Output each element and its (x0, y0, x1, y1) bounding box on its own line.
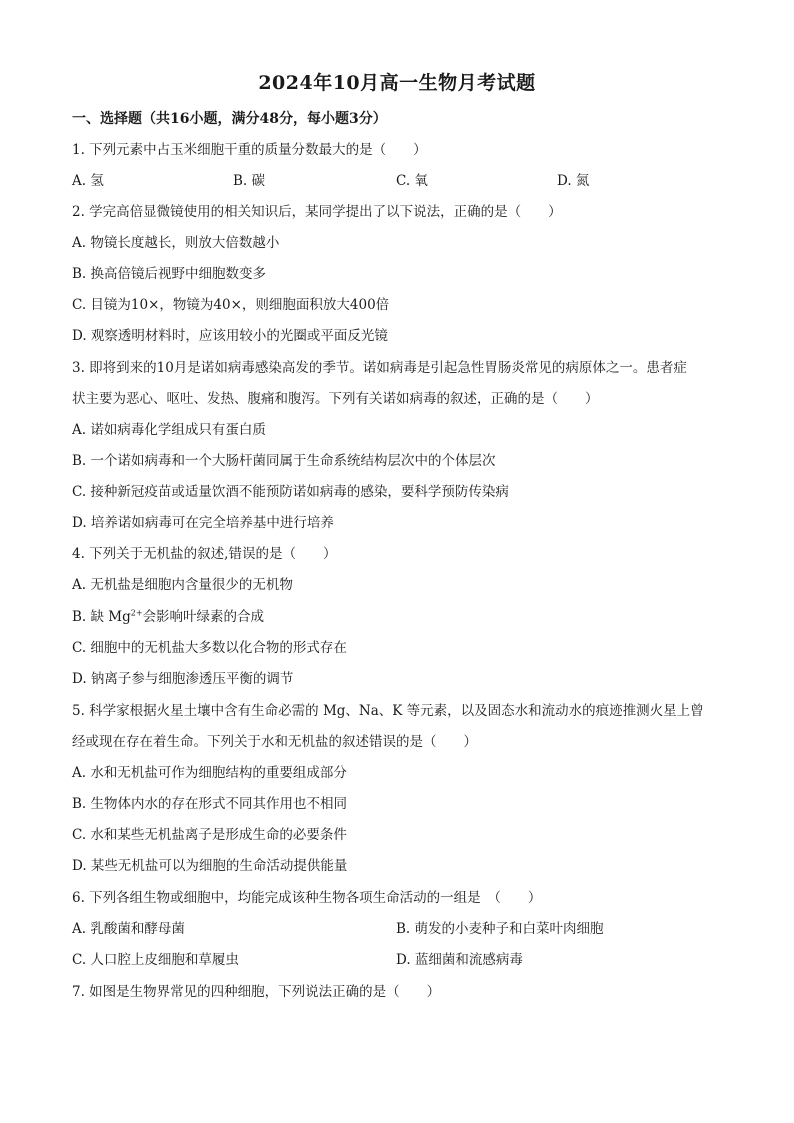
question-1-option-b: B. 碳 (233, 173, 266, 189)
question-3-option-b: B. 一个诺如病毒和一个大肠杆菌同属于生命系统结构层次中的个体层次 (72, 453, 496, 469)
question-6-option-a: A. 乳酸菌和酵母菌 (72, 921, 185, 937)
option-b-suffix: 会影响叶绿素的合成 (142, 609, 265, 625)
question-5-stem-line-2: 经或现在存在着生命。下列关于水和无机盐的叙述错误的是（ ） (72, 734, 477, 750)
question-5-option-d: D. 某些无机盐可以为细胞的生命活动提供能量 (72, 858, 348, 874)
question-4-option-d: D. 钠离子参与细胞渗透压平衡的调节 (72, 671, 294, 687)
question-1-option-c: C. 氧 (396, 173, 428, 189)
page-title: 2024年10月高一生物月考试题 (258, 72, 536, 94)
question-1-option-a: A. 氢 (72, 173, 104, 189)
question-4-option-b (72, 608, 264, 626)
question-5-option-b: B. 生物体内水的存在形式不同其作用也不相同 (72, 796, 348, 812)
question-3-option-c: C. 接种新冠疫苗或适量饮酒不能预防诺如病毒的感染，要科学预防传染病 (72, 484, 509, 500)
question-2-option-a: A. 物镜长度越长，则放大倍数越小 (72, 235, 280, 251)
question-4-option-c: C. 细胞中的无机盐大多数以化合物的形式存在 (72, 640, 347, 656)
question-4-option-a: A. 无机盐是细胞内含量很少的无机物 (72, 577, 293, 593)
question-3-option-d: D. 培养诺如病毒可在完全培养基中进行培养 (72, 515, 334, 531)
question-6-option-b: B. 萌发的小麦种子和白菜叶肉细胞 (396, 921, 604, 937)
question-2-stem: 2. 学完高倍显微镜使用的相关知识后，某同学提出了以下说法，正确的是（ ） (72, 204, 562, 220)
question-6-option-d: D. 蓝细菌和流感病毒 (396, 952, 523, 968)
question-5-stem-line-1: 5. 科学家根据火星土壤中含有生命必需的 Mg、Na、K 等元素，以及固态水和流动水的痕迹推测火星上曾 (72, 703, 704, 719)
ion-charge-superscript: 2+ (130, 608, 143, 618)
question-3-stem-line-1: 3. 即将到来的10月是诺如病毒感染高发的季节。诺如病毒是引起急性胃肠炎常见的病原体之一。患者症 (72, 360, 687, 376)
question-4-stem: 4. 下列关于无机盐的叙述,错误的是（ ） (72, 546, 337, 562)
question-5-option-c: C. 水和某些无机盐离子是形成生命的必要条件 (72, 827, 347, 843)
section-heading: 一、选择题（共16小题，满分48分，每小题3分） (72, 111, 387, 127)
question-3-option-a: A. 诺如病毒化学组成只有蛋白质 (72, 422, 266, 438)
question-6-stem: 6. 下列各组生物或细胞中，均能完成该种生物各项生命活动的一组是 （ ） (72, 890, 542, 906)
question-2-option-c: C. 目镜为10×，物镜为40×，则细胞面积放大400倍 (72, 297, 390, 313)
question-1-stem: 1. 下列元素中占玉米细胞干重的质量分数最大的是（ ） (72, 142, 427, 158)
question-2-option-d: D. 观察透明材料时，应该用较小的光圈或平面反光镜 (72, 328, 388, 344)
question-3-stem-line-2: 状主要为恶心、呕吐、发热、腹痛和腹泻。下列有关诺如病毒的叙述，正确的是（ ） (72, 391, 599, 407)
question-7-stem: 7. 如图是生物界常见的四种细胞，下列说法正确的是（ ） (72, 984, 441, 1000)
question-2-option-b: B. 换高倍镜后视野中细胞数变多 (72, 266, 267, 282)
option-b-prefix: B. 缺 Mg (72, 609, 131, 625)
question-6-option-c: C. 人口腔上皮细胞和草履虫 (72, 952, 239, 968)
question-1-option-d: D. 氮 (557, 173, 590, 189)
question-5-option-a: A. 水和无机盐可作为细胞结构的重要组成部分 (72, 765, 347, 781)
